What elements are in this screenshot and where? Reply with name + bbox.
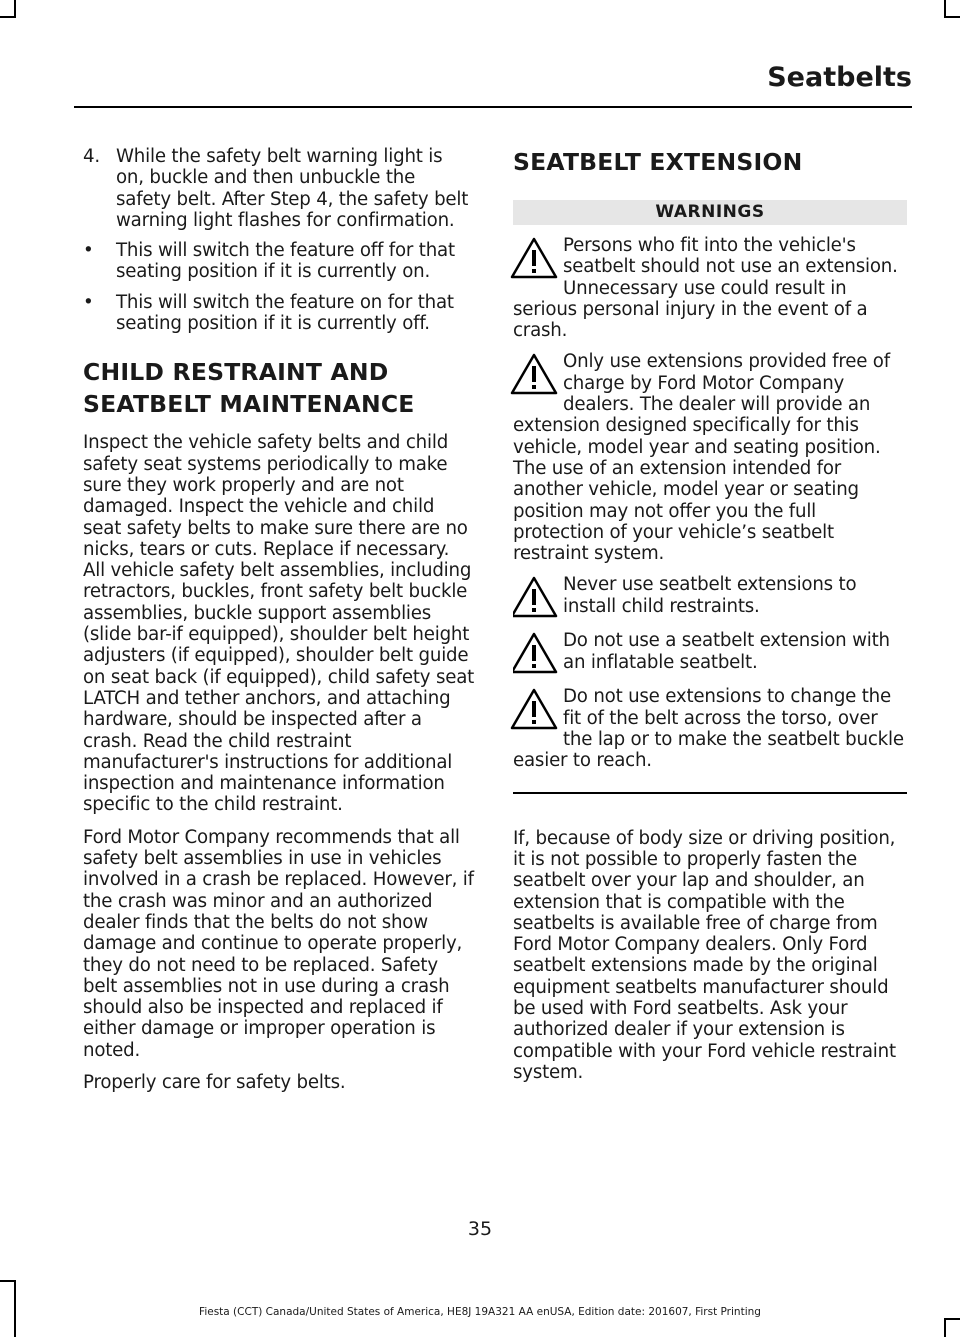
warning-item (513, 351, 907, 564)
page-number: 35 (467, 1218, 493, 1240)
crop-mark-bottom-left-h (0, 1280, 16, 1282)
step-text: While the safety belt warning light is on, buckle and then unbuckle the safety belt. After Step 4, the safety belt warning light flashes for confirmation. (116, 146, 469, 231)
warning-item (513, 574, 907, 620)
bullet-marker: • (83, 291, 94, 313)
body-paragraph: If, because of body size or driving position, it is not possible to properly fasten the seatbelt over your lap and shoulder, an extension that is compatible with the seatbelts is available free of charge from Ford Motor Company dealers. Only Ford seatbelt extensions made by the original equipment seatbelts manufacturer should be used with Ford seatbelts. Ask your authorized dealer if your extension is compatible with your Ford vehicle restraint system. (513, 827, 896, 1083)
bullet-text: This will switch the feature on for that seating position if it is currently off. (116, 291, 454, 335)
heading-line-2: SEATBELT MAINTENANCE (83, 390, 415, 419)
right-column (513, 146, 907, 1094)
warning-item (513, 235, 907, 341)
warning-item (513, 630, 907, 676)
bullet-text: This will switch the feature off for that seating position if it is currently on. (116, 240, 455, 283)
section-heading-child-restraint (83, 356, 475, 420)
warning-text: Do not use a seatbelt extension with an inflatable seatbelt. (563, 630, 890, 673)
crop-mark-bottom-right-v (944, 1318, 946, 1337)
page-footer: Fiesta (CCT) Canada/United States of America, HE8J 19A321 AA enUSA, Edition date: 201607, First Printing (199, 1306, 761, 1318)
section-heading-seatbelt-extension: SEATBELT EXTENSION (513, 148, 803, 176)
warning-triangle-icon (513, 630, 559, 676)
body-paragraph: Properly care for safety belts. (83, 1071, 346, 1093)
body-paragraph: Ford Motor Company recommends that all safety belt assemblies in use in vehicles involved in a crash be replaced. However, if the crash was minor and an authorized dealer finds that the belts do not show damage and continue to operate properly, they do not need to be replaced. Safety belt assemblies not in use during a crash should also be inspected and replaced if either damage or improper operation is noted. (83, 826, 474, 1061)
left-column (83, 146, 475, 1104)
crop-mark-top-right-h (944, 16, 960, 18)
warning-text: Persons who fit into the vehicle's seatbelt should not use an extension. Unnecessary use could result in serious personal injury in the event of a crash. (513, 235, 898, 342)
warning-text: Do not use extensions to change the fit of the belt across the torso, over the lap or to make the seatbelt buckle easier to reach. (513, 686, 904, 772)
bullet-item (83, 292, 475, 335)
warning-text: Only use extensions provided free of charge by Ford Motor Company dealers. The dealer will provide an extension designed specifically for this vehicle, model year and seating position. The use of an extension intended for another vehicle, model year or seating position may not offer you the full protection of your vehicle’s seatbelt restraint system. (513, 351, 890, 565)
body-paragraph: Inspect the vehicle safety belts and child safety seat systems periodically to make sure they work properly and are not damaged. Inspect the vehicle and child seat safety belts to make sure there are no nicks, tears or cuts. Replace if necessary. All vehicle safety belt assemblies, including retractors, buckles, front safety belt buckle assemblies, buckle support assemblies (slide bar-if equipped), shoulder belt height adjusters (if equipped), shoulder belt guide on seat back (if equipped), child safety seat LATCH and tether anchors, and attaching hardware, should be inspected after a crash. Read the child restraint manufacturer's instructions for additional inspection and maintenance information specific to the child restraint. (83, 432, 475, 816)
bullet-marker: • (83, 240, 94, 262)
warning-item (513, 686, 907, 771)
page-header-title: Seatbelts (767, 62, 912, 93)
warnings-label: WARNINGS (513, 200, 907, 225)
step-number: 4. (83, 146, 100, 167)
warning-triangle-icon (513, 574, 559, 620)
warning-triangle-icon (509, 686, 559, 732)
header-divider (74, 106, 912, 108)
heading-line-1: CHILD RESTRAINT AND (83, 358, 389, 387)
bullet-item (83, 240, 475, 283)
crop-mark-bottom-right-h (944, 1318, 960, 1320)
warning-triangle-icon (509, 351, 559, 397)
warning-text: Never use seatbelt extensions to install child restraints. (563, 574, 857, 617)
warning-triangle-icon (509, 235, 559, 281)
numbered-step (83, 146, 475, 231)
warnings-end-divider (513, 792, 907, 794)
crop-mark-top-left-h (0, 16, 16, 18)
